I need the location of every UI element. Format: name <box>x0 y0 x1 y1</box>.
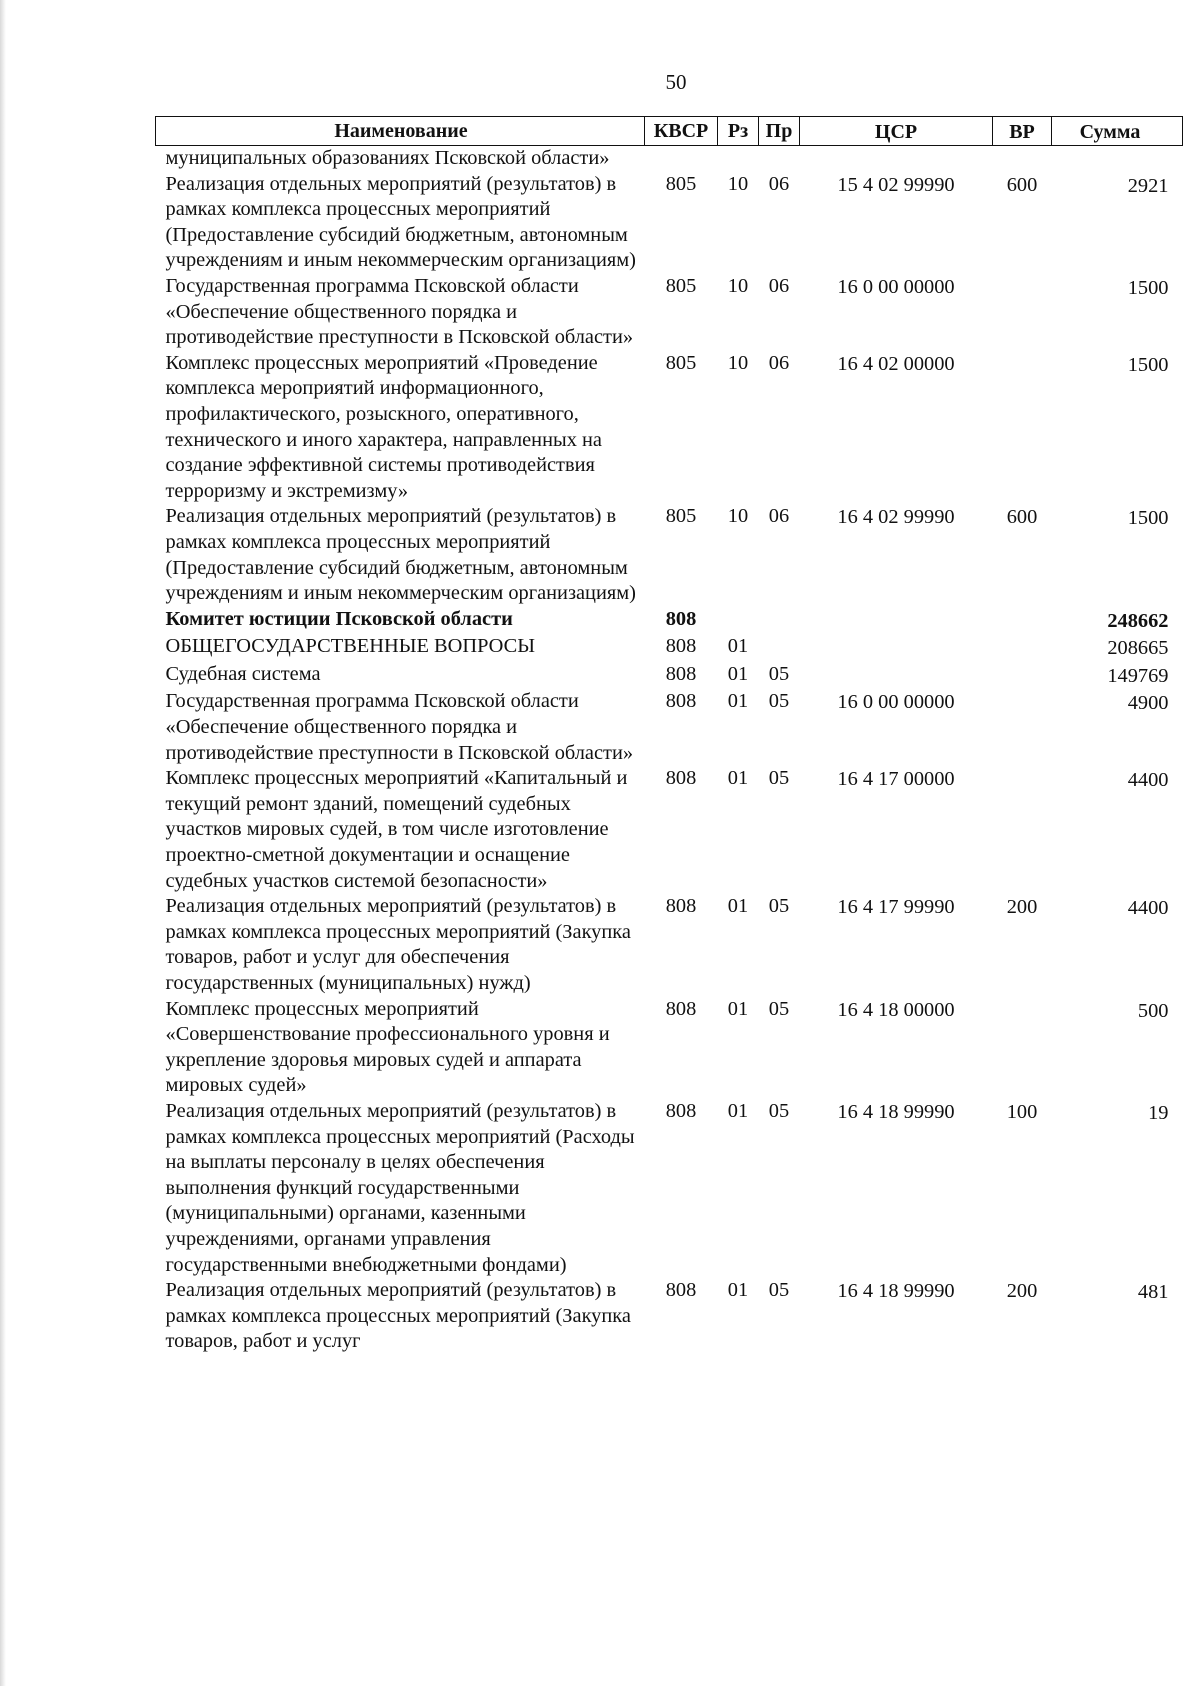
cell-sum: 4400 <box>1127 897 1169 920</box>
cell-csr: 16 0 00 00000 <box>837 275 955 298</box>
cell-csr: 16 4 02 00000 <box>837 352 955 375</box>
table-row <box>156 662 1183 690</box>
cell-vr: 200 <box>1006 1280 1038 1303</box>
cell-rz: 01 <box>727 997 749 1020</box>
cell-csr <box>800 146 993 172</box>
cell-name: ОБЩЕГОСУДАРСТВЕННЫЕ ВОПРОСЫ <box>165 635 536 658</box>
cell-sum: 19 <box>1148 1101 1169 1124</box>
cell-kvsr: 808 <box>665 607 697 630</box>
cell-pr: 05 <box>768 895 790 918</box>
cell-csr <box>800 634 993 662</box>
cell-vr: 200 <box>1006 896 1038 919</box>
table-row <box>156 351 1183 505</box>
cell-name: Реализация отдельных мероприятий (результатов) в рамках комплекса процессных мероприятий (Предоставление субсидий бюджетным, автономным учреждениям и иным некоммерческим организациям) <box>165 505 636 605</box>
header-name: Наименование <box>156 117 645 146</box>
cell-kvsr: 805 <box>665 274 697 297</box>
header-csr: ЦСР <box>800 117 993 146</box>
cell-vr <box>993 146 1052 172</box>
cell-csr <box>800 607 993 635</box>
table-row <box>156 172 1183 274</box>
cell-kvsr: 808 <box>665 635 697 658</box>
cell-kvsr: 805 <box>665 351 697 374</box>
cell-rz <box>718 146 759 172</box>
table-row <box>156 766 1183 894</box>
cell-sum: 1500 <box>1127 507 1169 530</box>
cell-rz: 01 <box>727 767 749 790</box>
cell-pr: 05 <box>768 690 790 713</box>
cell-rz: 01 <box>727 662 749 685</box>
cell-name: Судебная система <box>165 662 321 685</box>
page-number: 50 <box>665 70 687 94</box>
cell-rz: 10 <box>727 351 749 374</box>
cell-pr <box>759 634 800 662</box>
cell-sum: 481 <box>1137 1281 1169 1304</box>
cell-name: Государственная программа Псковской области «Обеспечение общественного порядка и противодействие преступности в Псковской области» <box>165 274 634 349</box>
cell-vr: 100 <box>1006 1100 1038 1123</box>
cell-pr: 05 <box>768 767 790 790</box>
cell-csr <box>800 662 993 690</box>
budget-table <box>155 116 1183 1355</box>
cell-csr: 16 4 18 99990 <box>837 1100 955 1123</box>
cell-sum: 2921 <box>1127 174 1169 197</box>
table-row <box>156 274 1183 351</box>
cell-name: Комплекс процессных мероприятий «Совершенствование профессионального уровня и укрепление здоровья мировых судей и аппарата мировых судей» <box>165 997 610 1097</box>
cell-name: Комплекс процессных мероприятий «Проведение комплекса мероприятий информационного, профилактического, розыскного, оперативного, технического и иного характера, направленных на создание эффективной системы противодействия терроризму и экстремизму» <box>165 351 602 502</box>
cell-vr <box>993 662 1052 690</box>
table-row <box>156 1278 1183 1355</box>
table-body <box>156 146 1183 1355</box>
cell-kvsr: 808 <box>665 1279 697 1302</box>
header-pr: Пр <box>759 117 800 146</box>
cell-rz: 10 <box>727 274 749 297</box>
table-row <box>156 894 1183 996</box>
cell-sum: 208665 <box>1107 637 1169 660</box>
cell-kvsr: 808 <box>665 662 697 685</box>
table-row <box>156 607 1183 635</box>
cell-kvsr <box>645 146 718 172</box>
table-header-row <box>156 117 1183 146</box>
table-row <box>156 997 1183 1099</box>
cell-sum: 500 <box>1137 999 1169 1022</box>
cell-vr <box>993 607 1052 635</box>
cell-pr: 05 <box>768 997 790 1020</box>
cell-name: Реализация отдельных мероприятий (результатов) в рамках комплекса процессных мероприятий (Предоставление субсидий бюджетным, автономным учреждениям и иным некоммерческим организациям) <box>165 172 636 272</box>
header-vr: ВР <box>993 117 1052 146</box>
cell-pr: 06 <box>768 172 790 195</box>
cell-pr: 05 <box>768 662 790 685</box>
header-kvsr: КВСР <box>645 117 718 146</box>
cell-pr: 06 <box>768 274 790 297</box>
header-sum: Сумма <box>1052 117 1183 146</box>
table-row <box>156 1099 1183 1278</box>
cell-rz: 01 <box>727 1279 749 1302</box>
cell-csr: 16 4 18 99990 <box>837 1280 955 1303</box>
cell-name: Комплекс процессных мероприятий «Капитальный и текущий ремонт зданий, помещений судебных участков мировых судей, в том числе изготовление проектно-сметной документации и оснащение судебных участков системой безопасности» <box>165 767 628 892</box>
cell-csr: 16 0 00 00000 <box>837 691 955 714</box>
cell-vr <box>993 766 1052 894</box>
cell-vr <box>993 689 1052 766</box>
cell-vr <box>993 274 1052 351</box>
scan-edge <box>0 0 6 1686</box>
cell-kvsr: 805 <box>665 505 697 528</box>
cell-vr <box>993 351 1052 505</box>
header-rz: Рз <box>718 117 759 146</box>
table-row <box>156 146 1183 172</box>
cell-kvsr: 808 <box>665 997 697 1020</box>
cell-vr: 600 <box>1006 506 1038 529</box>
cell-csr: 16 4 17 99990 <box>837 896 955 919</box>
cell-sum: 4400 <box>1127 769 1169 792</box>
cell-kvsr: 808 <box>665 1099 697 1122</box>
cell-pr: 06 <box>768 351 790 374</box>
cell-csr: 16 4 17 00000 <box>837 768 955 791</box>
cell-sum: 1500 <box>1127 276 1169 299</box>
cell-pr <box>759 607 800 635</box>
cell-kvsr: 808 <box>665 767 697 790</box>
cell-csr: 15 4 02 99990 <box>837 173 955 196</box>
cell-kvsr: 808 <box>665 895 697 918</box>
cell-rz: 01 <box>727 1099 749 1122</box>
cell-name: Государственная программа Псковской области «Обеспечение общественного порядка и противодействие преступности в Псковской области» <box>165 690 634 764</box>
cell-name: Реализация отдельных мероприятий (результатов) в рамках комплекса процессных мероприятий (Расходы на выплаты персоналу в целях обеспечения выполнения функций государственными (муниципальными) органами, казенными учреждениями, органами управления государственными внебюджетными фондами) <box>165 1099 635 1276</box>
cell-kvsr: 808 <box>665 690 697 713</box>
cell-sum <box>1052 146 1183 172</box>
cell-sum: 149769 <box>1107 664 1169 687</box>
cell-sum: 4900 <box>1127 692 1169 715</box>
cell-pr <box>759 146 800 172</box>
table-row <box>156 689 1183 766</box>
cell-csr: 16 4 02 99990 <box>837 506 955 529</box>
cell-sum: 1500 <box>1127 353 1169 376</box>
cell-rz: 01 <box>727 635 749 658</box>
table-row <box>156 504 1183 606</box>
cell-vr <box>993 997 1052 1099</box>
cell-kvsr: 805 <box>665 172 697 195</box>
cell-rz: 01 <box>727 895 749 918</box>
cell-vr <box>993 634 1052 662</box>
cell-rz: 01 <box>727 690 749 713</box>
cell-name: муниципальных образованиях Псковской области» <box>165 147 610 169</box>
cell-csr: 16 4 18 00000 <box>837 998 955 1021</box>
cell-vr: 600 <box>1006 173 1038 196</box>
cell-name: Комитет юстиции Псковской области <box>165 607 513 630</box>
cell-pr: 06 <box>768 505 790 528</box>
cell-pr: 05 <box>768 1099 790 1122</box>
cell-sum: 248662 <box>1107 609 1169 632</box>
cell-name: Реализация отдельных мероприятий (результатов) в рамках комплекса процессных мероприятий (Закупка товаров, работ и услуг <box>165 1279 631 1353</box>
cell-pr: 05 <box>768 1279 790 1302</box>
cell-rz: 10 <box>727 505 749 528</box>
cell-name: Реализация отдельных мероприятий (результатов) в рамках комплекса процессных мероприятий (Закупка товаров, работ и услуг для обеспечения государственных (муниципальных) нужд) <box>165 895 631 994</box>
table-row <box>156 634 1183 662</box>
cell-rz: 10 <box>727 172 749 195</box>
cell-rz <box>718 607 759 635</box>
